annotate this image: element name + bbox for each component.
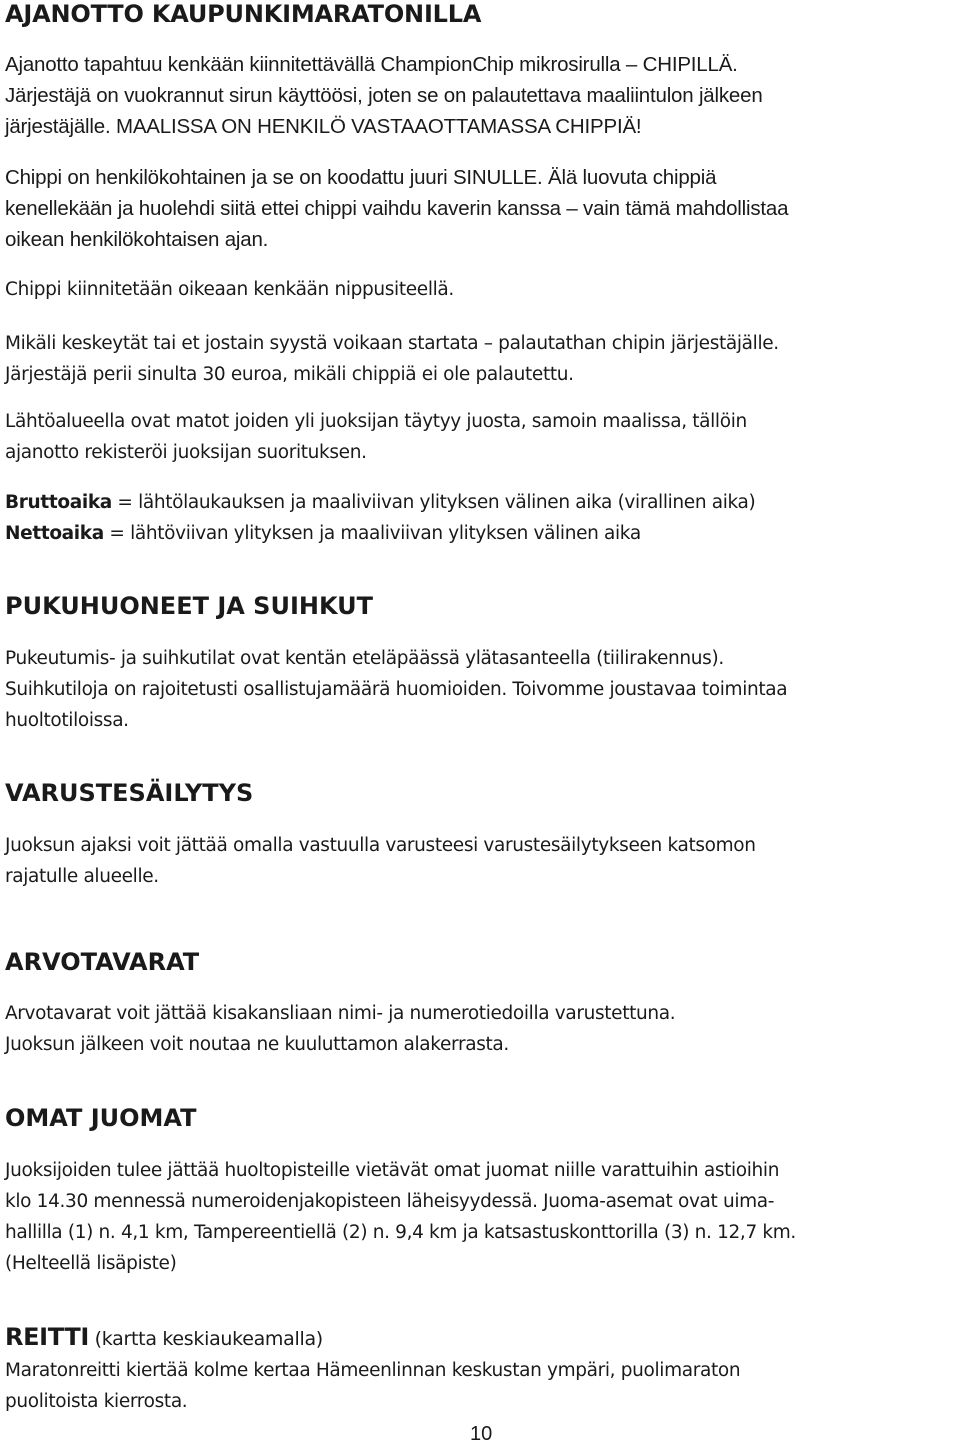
text-line: Juoksijoiden tulee jättää huoltopisteille vietävät omat juomat niille varattuihin astioihin (5, 1160, 780, 1181)
text-line: Juoksun ajaksi voit jättää omalla vastuulla varusteesi varustesäilytykseen katsomon (5, 835, 756, 856)
definition-bruttoaika (5, 487, 957, 518)
definition-text: = lähtölaukauksen ja maaliviivan ylityksen välinen aika (virallinen aika) (111, 492, 756, 513)
paragraph-omat-juomat (5, 1155, 957, 1279)
paragraph-chip-personal (5, 162, 957, 255)
heading-pukuhuoneet: PUKUHUONEET JA SUIHKUT (5, 592, 374, 620)
text-line: ajanotto rekisteröi juoksijan suorituksen. (5, 442, 367, 463)
text-line: kenellekään ja huolehdi siitä ettei chippi vaihdu kaverin kanssa – vain tämä mahdollistaa (5, 197, 789, 220)
text-line: Lähtöalueella ovat matot joiden yli juoksijan täytyy juosta, samoin maalissa, tällöin (5, 411, 747, 432)
text-line: Mikäli keskeytät tai et jostain syystä voikaan startata – palautathan chipin järjestäjälle. (5, 333, 779, 354)
definition-nettoaika (5, 518, 957, 549)
text-line: hallilla (1) n. 4,1 km, Tampereentiellä (2) n. 9,4 km ja katsastuskonttorilla (3) n. 12,7 km. (5, 1222, 796, 1243)
paragraph-chip-intro (5, 49, 957, 142)
text-line: klo 14.30 mennessä numeroidenjakopisteen läheisyydessä. Juoma-asemat ovat uima- (5, 1191, 775, 1212)
text-line: Ajanotto tapahtuu kenkään kiinnitettävällä ChampionChip mikrosirulla – CHIPILLÄ. (5, 53, 738, 76)
paragraph-pukuhuoneet (5, 643, 957, 736)
section-reitti (5, 1322, 957, 1417)
paragraph-arvotavarat (5, 998, 957, 1060)
text-line: järjestäjälle. MAALISSA ON HENKILÖ VASTAAOTTAMASSA CHIPPIÄ! (5, 115, 642, 138)
text-line: Suihkutiloja on rajoitetusti osallistujamäärä huomioiden. Toivomme joustavaa toimintaa (5, 679, 788, 700)
definition-text: = lähtöviivan ylityksen ja maaliviivan ylityksen välinen aika (103, 523, 641, 544)
text-line: oikean henkilökohtaisen ajan. (5, 228, 269, 251)
time-definitions (5, 487, 957, 549)
text-line: Chippi kiinnitetään oikeaan kenkään nippusiteellä. (5, 279, 454, 300)
heading-ajanotto: AJANOTTO KAUPUNKIMARATONILLA (5, 0, 482, 28)
text-line: Järjestäjä on vuokrannut sirun käyttöösi, joten se on palautettava maaliintulon jälkeen (5, 84, 763, 107)
heading-arvotavarat: ARVOTAVARAT (5, 948, 200, 976)
definition-term: Bruttoaika (5, 492, 112, 513)
text-line: Chippi on henkilökohtainen ja se on koodattu juuri SINULLE. Älä luovuta chippiä (5, 166, 717, 189)
paragraph-varustesailytys (5, 830, 957, 892)
text-line: Pukeutumis- ja suihkutilat ovat kentän eteläpäässä ylätasanteella (tiilirakennus). (5, 648, 724, 669)
text-line: huoltotiloissa. (5, 710, 129, 731)
text-line: rajatulle alueelle. (5, 866, 159, 887)
definition-term: Nettoaika (5, 523, 104, 544)
text-line: Juoksun jälkeen voit noutaa ne kuuluttamon alakerrasta. (5, 1034, 509, 1055)
paragraph-start-mats (5, 406, 957, 468)
paragraph-chip-attach (5, 274, 957, 305)
heading-omat-juomat: OMAT JUOMAT (5, 1104, 197, 1132)
reitti-heading-line (5, 1322, 957, 1355)
reitti-map-note: (kartta keskiaukeamalla) (88, 1328, 323, 1350)
heading-reitti: REITTI (5, 1323, 89, 1351)
text-line: Arvotavarat voit jättää kisakansliaan nimi- ja numerotiedoilla varustettuna. (5, 1003, 676, 1024)
text-line: Järjestäjä perii sinulta 30 euroa, mikäli chippiä ei ole palautettu. (5, 364, 574, 385)
text-line: puolitoista kierrosta. (5, 1391, 188, 1412)
page-number: 10 (470, 1423, 493, 1445)
text-line: Maratonreitti kiertää kolme kertaa Hämeenlinnan keskustan ympäri, puolimaraton (5, 1360, 741, 1381)
heading-varustesailytys: VARUSTESÄILYTYS (5, 779, 254, 807)
paragraph-chip-return (5, 328, 957, 390)
text-line: (Helteellä lisäpiste) (5, 1253, 177, 1274)
